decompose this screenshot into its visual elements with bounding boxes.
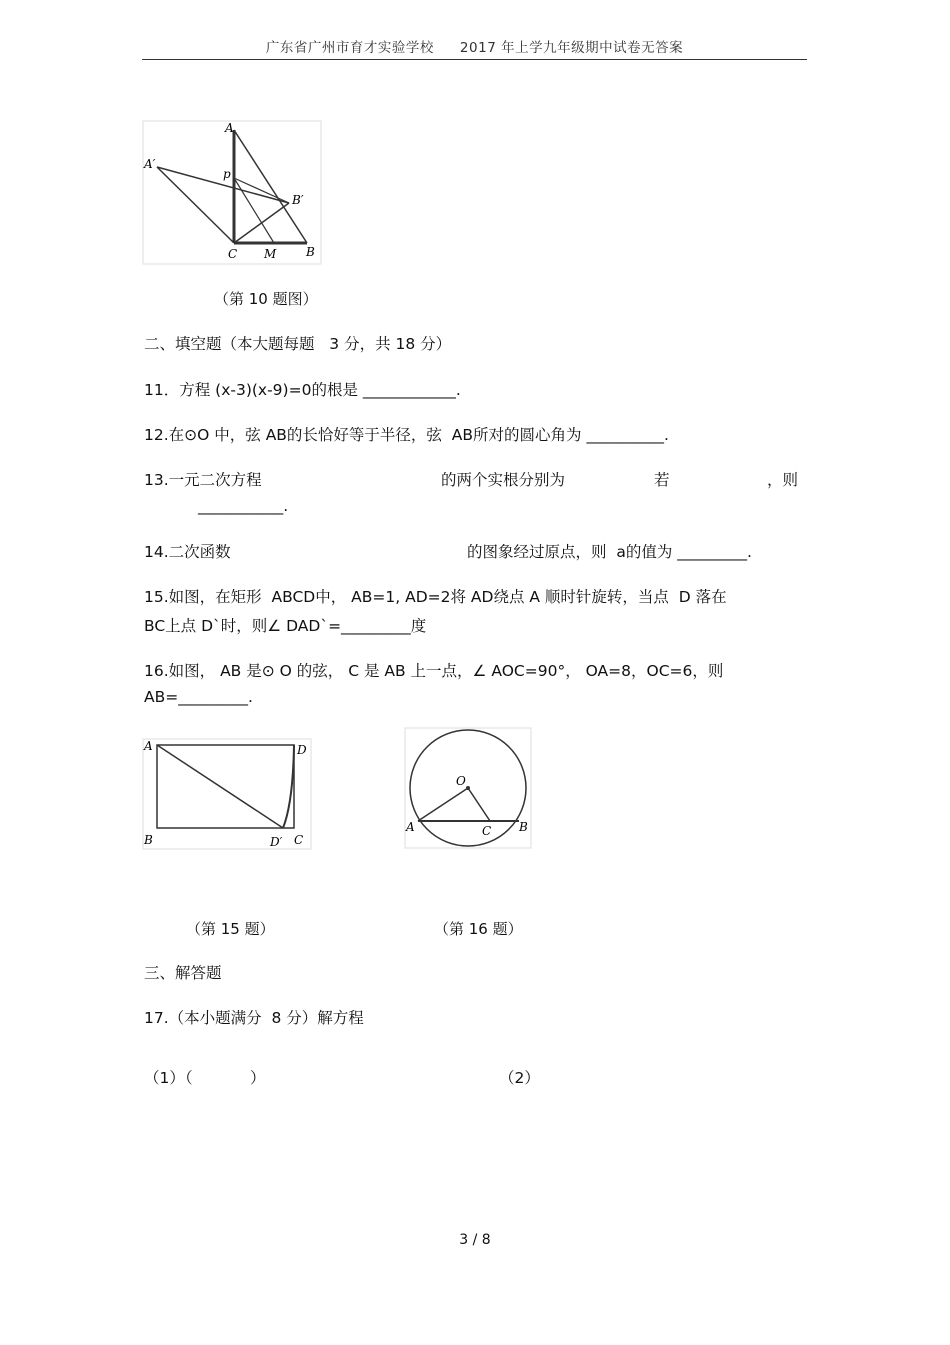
section-3-title: 三、解答题 — [144, 964, 222, 982]
question-15-line2: BC上点 D`时，则∠ DAD`=_________度 — [144, 617, 427, 635]
question-17-part1-open: （1）（ — [144, 1069, 193, 1087]
page-header — [142, 36, 807, 56]
question-12: 12.在⊙O 中，弦 AB的长恰好等于半径，弦 AB所对的圆心角为 __________. — [144, 426, 669, 444]
arc-D-D-prime — [283, 745, 294, 828]
question-13-blank: ___________. — [198, 497, 289, 515]
segment-OC — [468, 788, 490, 821]
question-13-part4: ，则 — [767, 471, 799, 489]
label-C: C — [294, 833, 304, 847]
section-2-title: 二、填空题（本大题每题 3 分，共 18 分） — [144, 335, 452, 353]
label-B-prime: B′ — [292, 193, 304, 207]
figure-q15-caption: （第 15 题） — [186, 920, 275, 938]
question-17-part2: （2） — [499, 1069, 540, 1087]
label-A: A — [144, 739, 153, 753]
question-15-line1: 15.如图，在矩形 ABCD中， AB=1, AD=2将 AD绕点 A 顺时针旋转，当点 D 落在 — [144, 588, 727, 606]
label-A: A — [225, 121, 234, 135]
figure-q15 — [142, 738, 312, 850]
figure-q16 — [404, 727, 532, 849]
question-14-part1: 14.二次函数 — [144, 543, 231, 561]
header-rule — [142, 59, 807, 60]
question-13-part2: 的两个实根分别为 — [441, 471, 566, 489]
label-A: A — [406, 820, 415, 834]
question-16-line2: AB=_________. — [144, 688, 253, 706]
label-B: B — [306, 245, 315, 259]
segment-P-M — [234, 178, 274, 243]
label-D-prime: D′ — [270, 835, 283, 849]
header-school: 广东省广州市育才实验学校 — [265, 40, 434, 56]
question-13-part1: 13.一元二次方程 — [144, 471, 262, 489]
figure-q16-caption: （第 16 题） — [434, 920, 523, 938]
page-number: 3 / 8 — [459, 1232, 491, 1248]
label-D: D — [297, 743, 307, 757]
figure-q10-caption: （第 10 题图） — [214, 290, 318, 308]
segment-OA — [418, 788, 468, 821]
label-B: B — [144, 833, 153, 847]
label-A-prime: A′ — [144, 157, 156, 171]
label-C: C — [482, 824, 492, 838]
question-11: 11．方程 (x-3)(x-9)=0的根是 ____________. — [144, 381, 461, 399]
segment-AB — [234, 130, 307, 243]
label-O: O — [456, 774, 466, 788]
header-exam-title: 2017 年上学九年级期中试卷无答案 — [459, 40, 684, 56]
question-17-part1-close: ） — [250, 1069, 266, 1087]
figure-q15-frame — [143, 739, 311, 849]
question-17-title: 17.（本小题满分 8 分）解方程 — [144, 1009, 364, 1027]
center-point-O — [466, 786, 470, 790]
segment-A-D-prime — [157, 745, 283, 828]
label-B: B — [519, 820, 528, 834]
question-13-part3: 若 — [654, 471, 670, 489]
label-P: p — [223, 167, 231, 181]
label-M: M — [264, 247, 277, 261]
question-16-line1: 16.如图， AB 是⊙ O 的弦， C 是 AB 上一点，∠ AOC=90°， OA=8，OC=6，则 — [144, 662, 724, 680]
label-C: C — [228, 247, 238, 261]
figure-q10 — [142, 120, 322, 265]
question-14-part2: 的图象经过原点，则 a的值为 _________. — [467, 543, 752, 561]
rectangle-ABCD — [157, 745, 294, 828]
